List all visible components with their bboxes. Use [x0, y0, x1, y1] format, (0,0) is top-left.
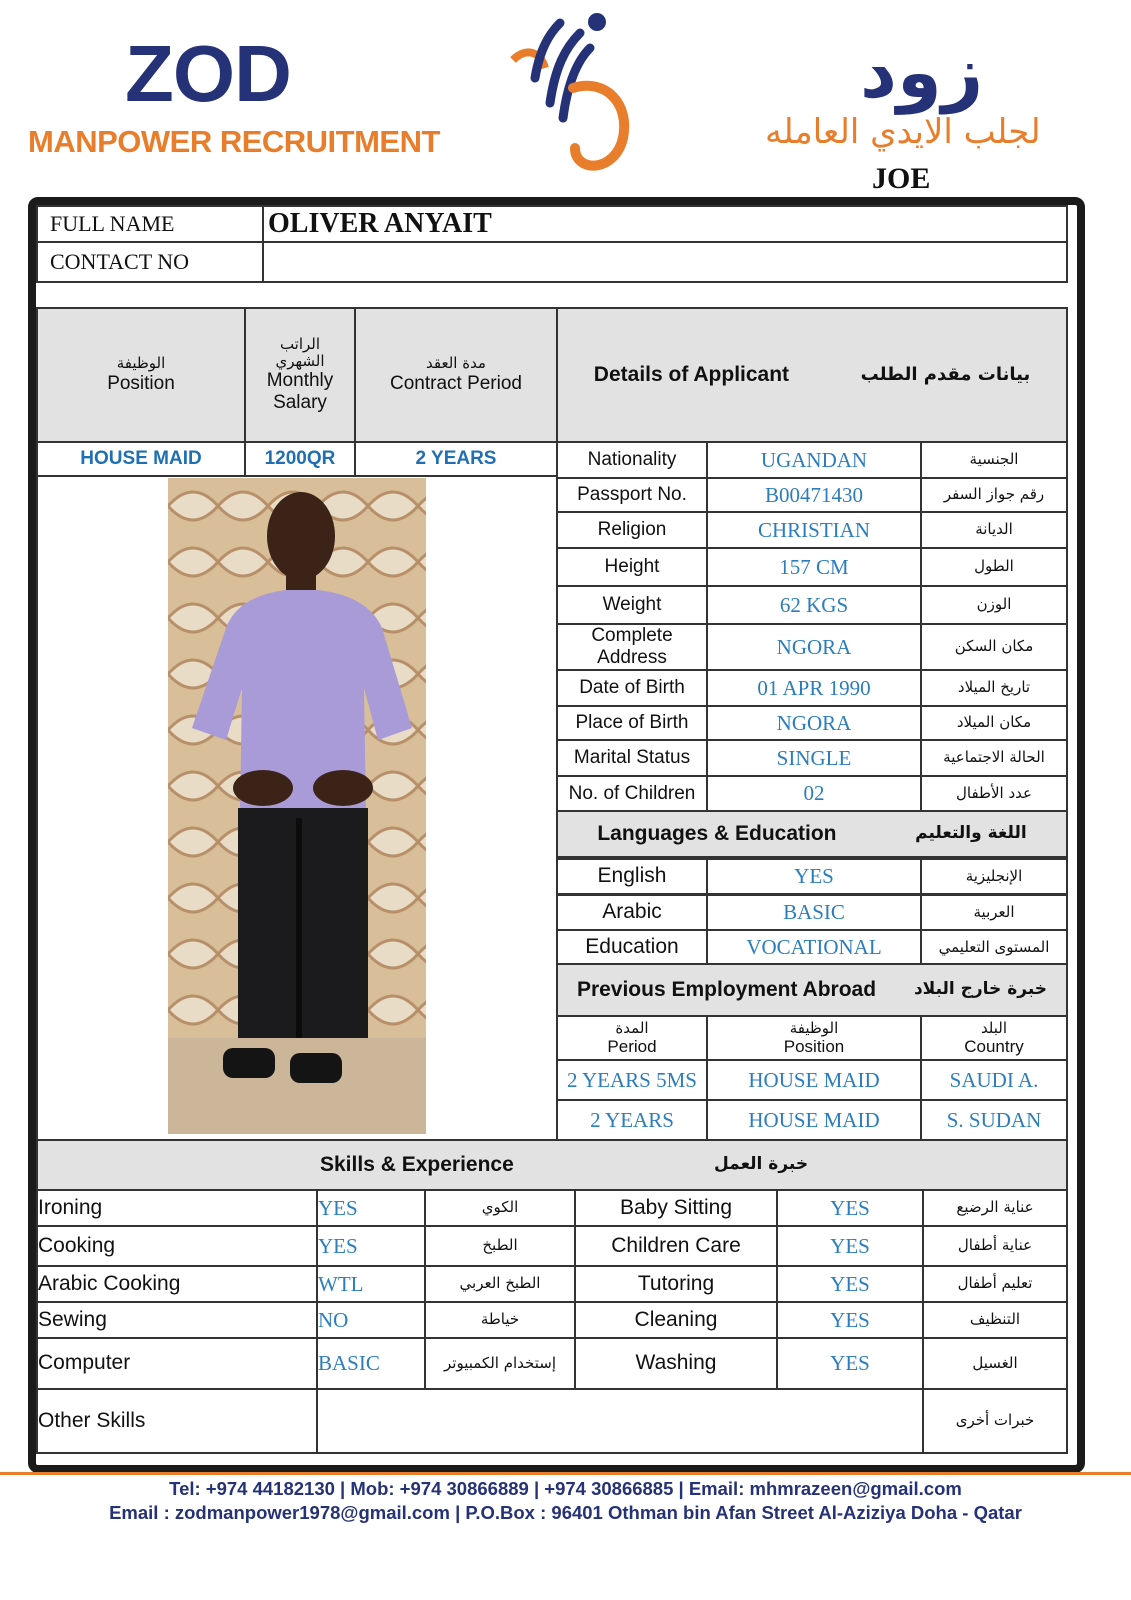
full-name-label: FULL NAME [36, 205, 264, 243]
skill-arabic-label: إستخدام الكمبيوتر [424, 1337, 576, 1390]
language-arabic-label: العربية [920, 894, 1068, 931]
detail-arabic-label: الطول [920, 547, 1068, 587]
salary-header-ar2: الشهري [275, 352, 325, 371]
skill-label: Computer [36, 1337, 318, 1390]
skill-arabic-label: تعليم أطفال [922, 1265, 1068, 1303]
employment-country: SAUDI A. [920, 1059, 1068, 1101]
languages-title-ar: اللغة والتعليم [915, 823, 1027, 844]
language-arabic-label: المستوى التعليمي [920, 929, 1068, 966]
brand-subtitle: MANPOWER RECRUITMENT [28, 124, 440, 159]
skill-label: Tutoring [574, 1265, 778, 1303]
employment-position-header [706, 1015, 922, 1061]
emp-position-en: Position [783, 1036, 845, 1056]
skills-title-ar: خبرة العمل [714, 1154, 809, 1175]
salary-header-en2: Salary [273, 392, 327, 414]
employment-period: 2 YEARS [556, 1099, 708, 1141]
detail-arabic-label: عدد الأطفال [920, 775, 1068, 812]
detail-value: NGORA [706, 623, 922, 671]
detail-value: CHRISTIAN [706, 511, 922, 549]
detail-value: SINGLE [706, 739, 922, 777]
detail-value: 01 APR 1990 [706, 669, 922, 707]
agent-name: JOE [872, 162, 931, 195]
detail-arabic-label: تاريخ الميلاد [920, 669, 1068, 707]
skill-value: YES [316, 1225, 426, 1267]
skill-label: Washing [574, 1337, 778, 1390]
salary-header-en1: Monthly [266, 370, 334, 392]
detail-arabic-label: مكان السكن [920, 623, 1068, 671]
detail-arabic-label: الجنسية [920, 441, 1068, 479]
contact-value [262, 241, 1068, 283]
detail-label: Complete Address [556, 623, 708, 671]
skills-title: Skills & Experience [320, 1152, 514, 1176]
footer-contact-line2: Email : zodmanpower1978@gmail.com | P.O.Box : 96401 Othman bin Afan Street Al-Aziziya Doha - Qatar [109, 1502, 1022, 1523]
detail-arabic-label: مكان الميلاد [920, 705, 1068, 741]
language-value: YES [706, 858, 922, 895]
full-name-value: OLIVER ANYAIT [262, 205, 1068, 243]
employment-country: S. SUDAN [920, 1099, 1068, 1141]
skill-arabic-label: الغسيل [922, 1337, 1068, 1390]
applicant-photo [168, 478, 426, 1134]
employment-period-header [556, 1015, 708, 1061]
salary-value: 1200QR [244, 441, 356, 477]
employment-title: Previous Employment Abroad [576, 977, 877, 1001]
skill-value: WTL [316, 1265, 426, 1303]
detail-label: Place of Birth [556, 705, 708, 741]
skill-label: Children Care [574, 1225, 778, 1267]
skill-label: Sewing [36, 1301, 318, 1339]
detail-arabic-label: الديانة [920, 511, 1068, 549]
detail-value: 62 KGS [706, 585, 922, 625]
language-label: Arabic [556, 894, 708, 931]
skill-label: Arabic Cooking [36, 1265, 318, 1303]
skill-value: YES [776, 1189, 924, 1227]
skill-arabic-label: عناية الرضيع [922, 1189, 1068, 1227]
languages-header [556, 810, 1068, 858]
skill-value: YES [316, 1189, 426, 1227]
arabic-subtitle: لجلب الايدي العامله [765, 112, 1041, 152]
other-skills-value [316, 1388, 924, 1454]
skill-label: Ironing [36, 1189, 318, 1227]
detail-value: 157 CM [706, 547, 922, 587]
period-en: Period [607, 1036, 657, 1056]
detail-value: 02 [706, 775, 922, 812]
detail-arabic-label: الوزن [920, 585, 1068, 625]
employment-country-header [920, 1015, 1068, 1061]
languages-title: Languages & Education [597, 821, 837, 845]
detail-label: Date of Birth [556, 669, 708, 707]
skill-label: Baby Sitting [574, 1189, 778, 1227]
detail-label: Height [556, 547, 708, 587]
detail-label: No. of Children [556, 775, 708, 812]
emp-position-ar: الوظيفة [789, 1018, 839, 1037]
detail-label: Marital Status [556, 739, 708, 777]
country-ar: البلد [980, 1018, 1008, 1037]
skill-value: YES [776, 1337, 924, 1390]
arabic-brand: زود [860, 30, 984, 114]
employment-position: HOUSE MAID [706, 1059, 922, 1101]
skill-arabic-label: عناية أطفال [922, 1225, 1068, 1267]
employment-title-ar: خبرة خارج البلاد [913, 979, 1048, 1000]
skill-arabic-label: خياطة [424, 1301, 576, 1339]
contract-header-en: Contract Period [389, 372, 522, 394]
footer-divider [0, 1472, 1131, 1475]
language-label: English [556, 858, 708, 895]
period-ar: المدة [615, 1018, 649, 1037]
employment-header [556, 963, 1068, 1017]
skill-label: Cooking [36, 1225, 318, 1267]
details-title: Details of Applicant [593, 362, 790, 386]
salary-header-ar1: الراتب [279, 334, 321, 353]
brand-emblem-icon [505, 8, 635, 178]
skill-value: NO [316, 1301, 426, 1339]
contract-header [354, 307, 558, 443]
detail-label: Passport No. [556, 477, 708, 513]
other-skills-ar: خبرات أخرى [922, 1388, 1068, 1454]
brand-logo-text: ZOD [125, 29, 291, 118]
detail-arabic-label: رقم جواز السفر [920, 477, 1068, 513]
contract-header-ar: مدة العقد [426, 354, 486, 373]
skill-value: BASIC [316, 1337, 426, 1390]
language-value: BASIC [706, 894, 922, 931]
country-en: Country [964, 1036, 1024, 1056]
detail-label: Religion [556, 511, 708, 549]
skill-value: YES [776, 1225, 924, 1267]
skill-arabic-label: الكوي [424, 1189, 576, 1227]
detail-label: Nationality [556, 441, 708, 479]
language-value: VOCATIONAL [706, 929, 922, 966]
position-header-en: Position [107, 372, 175, 394]
language-label: Education [556, 929, 708, 966]
skill-arabic-label: الطبخ [424, 1225, 576, 1267]
detail-value: B00471430 [706, 477, 922, 513]
skill-arabic-label: الطبخ العربي [424, 1265, 576, 1303]
skill-arabic-label: التنظيف [922, 1301, 1068, 1339]
detail-label: Weight [556, 585, 708, 625]
skills-header [36, 1139, 1068, 1191]
detail-arabic-label: الحالة الاجتماعية [920, 739, 1068, 777]
employment-period: 2 YEARS 5MS [556, 1059, 708, 1101]
language-arabic-label: الإنجليزية [920, 858, 1068, 895]
skill-value: YES [776, 1265, 924, 1303]
detail-value: UGANDAN [706, 441, 922, 479]
detail-value: NGORA [706, 705, 922, 741]
skill-value: YES [776, 1301, 924, 1339]
skill-label: Cleaning [574, 1301, 778, 1339]
footer-contact-line1: Tel: +974 44182130 | Mob: +974 30866889 | +974 30866885 | Email: mhmrazeen@gmail.com [169, 1478, 962, 1499]
position-header [36, 307, 246, 443]
other-skills-label: Other Skills [36, 1388, 318, 1454]
employment-position: HOUSE MAID [706, 1099, 922, 1141]
contract-value: 2 YEARS [354, 441, 558, 477]
position-value: HOUSE MAID [36, 441, 246, 477]
details-title-ar: بيانات مقدم الطلب [860, 363, 1031, 385]
contact-label: CONTACT NO [36, 241, 264, 283]
position-header-ar: الوظيفة [116, 354, 166, 373]
details-header [556, 307, 1068, 443]
salary-header [244, 307, 356, 443]
